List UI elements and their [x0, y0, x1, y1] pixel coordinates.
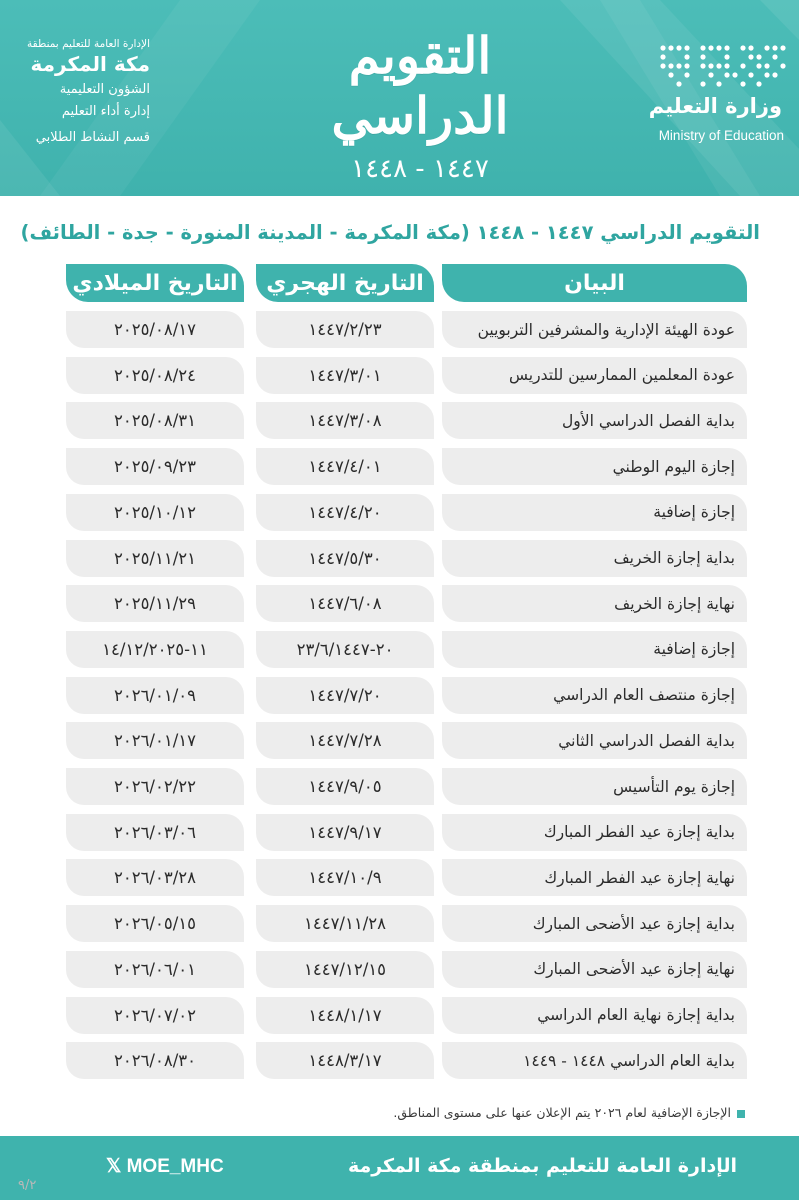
row-description: بداية إجازة عيد الفطر المبارك	[442, 814, 747, 851]
table-row	[0, 951, 799, 988]
table-row	[0, 494, 799, 531]
admin-line-1: الإدارة العامة للتعليم بمنطقة	[27, 38, 150, 50]
row-gregorian-date: ٢٠٢٥/٠٩/٢٣	[66, 448, 244, 485]
row-gregorian-date: ٢٠٢٦/٠٧/٠٢	[66, 997, 244, 1034]
calendar-title	[285, 26, 555, 184]
row-description: نهاية إجازة عيد الفطر المبارك	[442, 859, 747, 896]
row-hijri-date: ١٤٤٧/٢/٢٣	[256, 311, 434, 348]
row-description: نهاية إجازة عيد الأضحى المبارك	[442, 951, 747, 988]
column-header-description: البيان	[442, 264, 747, 302]
table-row	[0, 814, 799, 851]
admin-line-2: مكة المكرمة	[30, 52, 150, 76]
row-gregorian-date: ٢٠٢٥/٠٨/٣١	[66, 402, 244, 439]
table-row	[0, 448, 799, 485]
footnote	[40, 1105, 745, 1120]
row-description: بداية إجازة نهاية العام الدراسي	[442, 997, 747, 1034]
row-description: بداية إجازة الخريف	[442, 540, 747, 577]
row-gregorian-date: ٢٠٢٥/٠٨/١٧	[66, 311, 244, 348]
admin-line-5: قسم النشاط الطلابي	[35, 130, 150, 145]
row-hijri-date: ١٤٤٧/٦/٠٨	[256, 585, 434, 622]
admin-line-3: الشؤون التعليمية	[59, 82, 150, 97]
admin-line-4: إدارة أداء التعليم	[61, 104, 150, 119]
ministry-name-en: Ministry of Education	[658, 128, 784, 143]
row-hijri-date: ١٤٤٧/٩/٠٥	[256, 768, 434, 805]
table-row	[0, 585, 799, 622]
row-description: إجازة اليوم الوطني	[442, 448, 747, 485]
row-hijri-date: ١٤٤٧/٧/٢٨	[256, 722, 434, 759]
row-gregorian-date: ٢٠٢٥/٠٨/٢٤	[66, 357, 244, 394]
row-gregorian-date: ٢٠٢٦/٠٣/٢٨	[66, 859, 244, 896]
ministry-logo	[648, 40, 790, 150]
column-header-hijri: التاريخ الهجري	[256, 264, 434, 302]
table-row	[0, 357, 799, 394]
row-description: بداية الفصل الدراسي الثاني	[442, 722, 747, 759]
table-row	[0, 1042, 799, 1079]
row-description: بداية العام الدراسي ١٤٤٨ - ١٤٤٩	[442, 1042, 747, 1079]
row-description: عودة الهيئة الإدارية والمشرفين التربويين	[442, 311, 747, 348]
social-handle[interactable]: 𝕏 MOE_MHC	[106, 1156, 224, 1177]
footer-org-name: الإدارة العامة للتعليم بمنطقة مكة المكرمة	[347, 1155, 737, 1177]
table-row	[0, 677, 799, 714]
footer-bar	[0, 1136, 799, 1200]
column-header-gregorian: التاريخ الميلادي	[66, 264, 244, 302]
table-row	[0, 402, 799, 439]
ministry-name-ar: وزارة التعليم	[648, 94, 782, 118]
calendar-subtitle: التقويم الدراسي ١٤٤٧ - ١٤٤٨ (مكة المكرمة - المدينة المنورة - جدة - الطائف)	[20, 221, 760, 244]
table-row	[0, 768, 799, 805]
row-hijri-date: ٢٠-٢٣/٦/١٤٤٧	[256, 631, 434, 668]
row-description: إجازة يوم التأسيس	[442, 768, 747, 805]
academic-years: ١٤٤٧ - ١٤٤٨	[351, 154, 489, 184]
row-gregorian-date: ٢٠٢٦/٠٢/٢٢	[66, 768, 244, 805]
row-gregorian-date: ٢٠٢٥/١٠/١٢	[66, 494, 244, 531]
header-banner	[0, 0, 799, 196]
row-hijri-date: ١٤٤٨/٣/١٧	[256, 1042, 434, 1079]
table-row	[0, 311, 799, 348]
row-hijri-date: ١٤٤٧/٥/٣٠	[256, 540, 434, 577]
row-gregorian-date: ٢٠٢٥/١١/٢١	[66, 540, 244, 577]
row-description: إجازة منتصف العام الدراسي	[442, 677, 747, 714]
row-gregorian-date: ٢٠٢٦/٠٣/٠٦	[66, 814, 244, 851]
row-hijri-date: ١٤٤٧/٤/٢٠	[256, 494, 434, 531]
row-hijri-date: ١٤٤٧/٩/١٧	[256, 814, 434, 851]
table-row	[0, 722, 799, 759]
row-description: نهاية إجازة الخريف	[442, 585, 747, 622]
table-row	[0, 859, 799, 896]
row-description: بداية إجازة عيد الأضحى المبارك	[442, 905, 747, 942]
row-gregorian-date: ٢٠٢٦/٠١/١٧	[66, 722, 244, 759]
table-row	[0, 905, 799, 942]
row-hijri-date: ١٤٤٧/١٢/١٥	[256, 951, 434, 988]
row-gregorian-date: ٢٠٢٦/٠٨/٣٠	[66, 1042, 244, 1079]
footnote-text: الإجازة الإضافية لعام ٢٠٢٦ يتم الإعلان عنها على مستوى المناطق.	[393, 1105, 731, 1120]
row-hijri-date: ١٤٤٧/٣/٠١	[256, 357, 434, 394]
row-description: إجازة إضافية	[442, 494, 747, 531]
row-gregorian-date: ١١-١٤/١٢/٢٠٢٥	[66, 631, 244, 668]
row-hijri-date: ١٤٤٧/٣/٠٨	[256, 402, 434, 439]
row-hijri-date: ١٤٤٨/١/١٧	[256, 997, 434, 1034]
row-gregorian-date: ٢٠٢٦/٠٥/١٥	[66, 905, 244, 942]
row-gregorian-date: ٢٠٢٦/٠٦/٠١	[66, 951, 244, 988]
bullet-square-icon	[737, 1110, 745, 1118]
row-description: بداية الفصل الدراسي الأول	[442, 402, 747, 439]
row-gregorian-date: ٢٠٢٦/٠١/٠٩	[66, 677, 244, 714]
row-description: إجازة إضافية	[442, 631, 747, 668]
table-row	[0, 540, 799, 577]
row-hijri-date: ١٤٤٧/٤/٠١	[256, 448, 434, 485]
row-hijri-date: ١٤٤٧/١١/٢٨	[256, 905, 434, 942]
row-description: عودة المعلمين الممارسين للتدريس	[442, 357, 747, 394]
row-hijri-date: ١٤٤٧/٧/٢٠	[256, 677, 434, 714]
table-row	[0, 631, 799, 668]
page-title: التقويم الدراسي	[331, 26, 509, 145]
table-row	[0, 997, 799, 1034]
moe-dots-logo-icon	[657, 40, 789, 90]
page-number: ٩/٢	[18, 1178, 37, 1193]
row-hijri-date: ١٤٤٧/١٠/٩	[256, 859, 434, 896]
row-gregorian-date: ٢٠٢٥/١١/٢٩	[66, 585, 244, 622]
